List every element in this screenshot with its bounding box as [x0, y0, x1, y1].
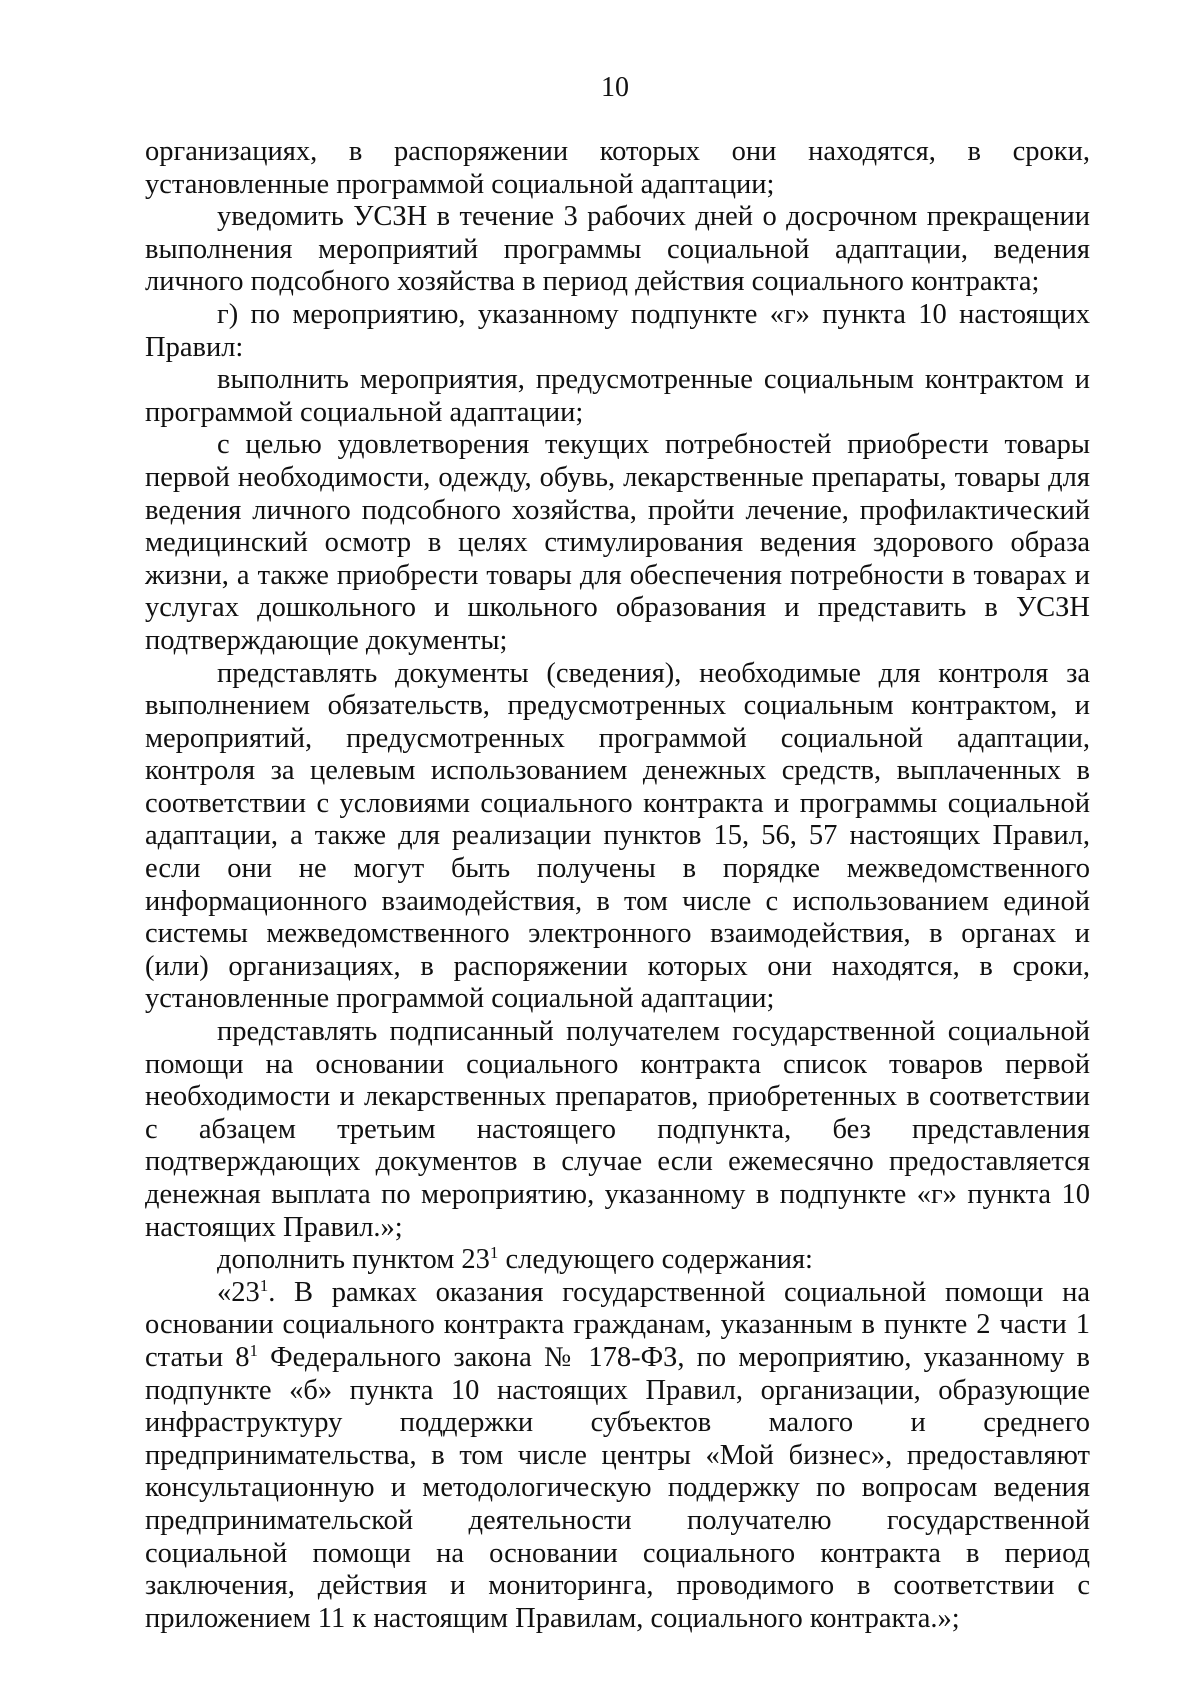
- paragraph-text: организациях, в распоряжении которых они находятся, в сроки, установленные программой социальной адаптации;: [145, 136, 1090, 200]
- paragraph: [145, 299, 1090, 364]
- paragraph-text: с целью удовлетворения текущих потребностей приобрести товары первой необходимости, одежду, обувь, лекарственные препараты, товары для ведения личного подсобного хозяйства, пройти лечение, профилактический медицинский осмотр в целях стимулирования ведения здорового образа жизни, а также приобрести товары для обеспечения потребности в товарах и услугах дошкольного и школьного образования и представить в УСЗН подтверждающие документы;: [145, 429, 1090, 656]
- paragraph-text: выполнить мероприятия, предусмотренные социальным контрактом и программой социальной адаптации;: [145, 364, 1090, 428]
- paragraph-text: дополнить пунктом 23: [217, 1244, 490, 1276]
- paragraph: [145, 658, 1090, 1017]
- page-number: 10: [601, 72, 629, 103]
- paragraph: [145, 364, 1090, 429]
- paragraph: [145, 429, 1090, 657]
- paragraph: [145, 136, 1090, 201]
- document-body: [145, 136, 1090, 1635]
- paragraph: [145, 201, 1090, 299]
- paragraph: [145, 1016, 1090, 1244]
- paragraph-text: представлять документы (сведения), необходимые для контроля за выполнением обязательств, предусмотренных социальным контрактом, и мероприятий, предусмотренных программой социальной адаптации, контроля за целевым использованием денежных средств, выплаченных в соответствии с условиями социального контракта и программы социальной адаптации, а также для реализации пунктов 15, 56, 57 настоящих Правил, если они не могут быть получены в порядке межведомственного информационного взаимодействия, в том числе с использованием единой системы межведомственного электронного взаимодействия, в органах и (или) организациях, в распоряжении которых они находятся, в сроки, установленные программой социальной адаптации;: [145, 657, 1090, 1015]
- superscript: 1: [489, 1243, 499, 1263]
- paragraph-text: уведомить УСЗН в течение 3 рабочих дней о досрочном прекращении выполнения мероприятий программы социальной адаптации, ведения личного подсобного хозяйства в период действия социального контракта;: [145, 201, 1090, 298]
- superscript: 1: [259, 1275, 269, 1295]
- paragraph: [145, 1244, 1090, 1277]
- paragraph-text: Федерального закона № 178-ФЗ, по мероприятию, указанному в подпункте «б» пункта 10 настоящих Правил, организации, образующие инфраструктуру поддержки субъектов малого и среднего предпринимательства, в том числе центры «Мой бизнес», предоставляют консультационную и методологическую поддержку по вопросам ведения предпринимательской деятельности получателю государственной социальной помощи на основании социального контракта в период заключения, действия и мониторинга, проводимого в соответствии с приложением 11 к настоящим Правилам, социального контракта.»;: [145, 1341, 1090, 1634]
- paragraph-text: . В рамках оказания государственной социальной помощи на основании социального контракта гражданам, указанным в пункте 2 части 1 статьи 8: [145, 1276, 1090, 1373]
- paragraph-text: г) по мероприятию, указанному подпункте «г» пункта 10 настоящих Правил:: [145, 298, 1090, 363]
- paragraph: [145, 1277, 1090, 1636]
- superscript: 1: [249, 1340, 258, 1360]
- paragraph-text: представлять подписанный получателем государственной социальной помощи на основании социального контракта список товаров первой необходимости и лекарственных препаратов, приобретенных в соответствии с абзацем третьим настоящего подпункта, без представления подтверждающих документов в случае если ежемесячно предоставляется денежная выплата по мероприятию, указанному в подпункте «г» пункта 10 настоящих Правил.»;: [145, 1016, 1090, 1243]
- paragraph-text: «23: [217, 1276, 260, 1308]
- paragraph-text: следующего содержания:: [498, 1244, 813, 1276]
